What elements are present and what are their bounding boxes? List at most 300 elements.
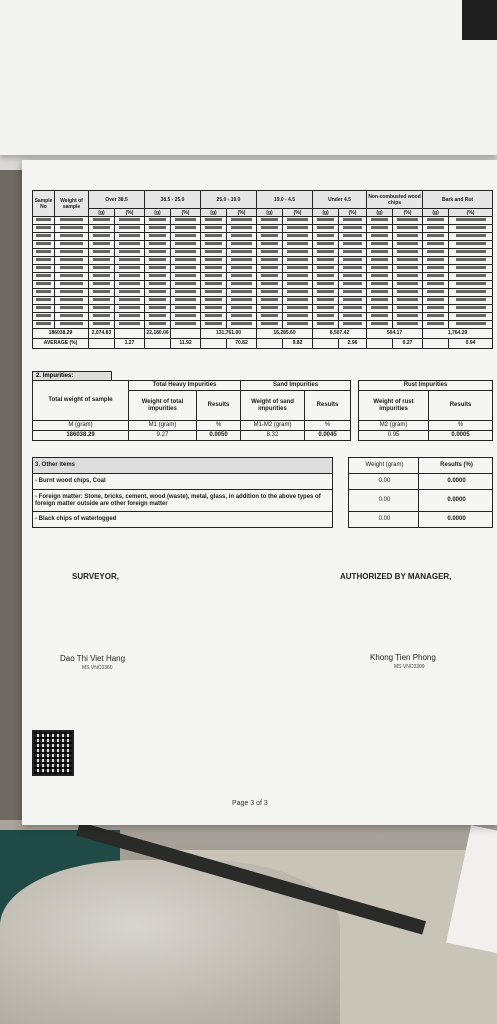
sub-header-cell: (g) [367, 209, 393, 217]
table-cell [313, 217, 339, 225]
illegible-value [60, 314, 83, 317]
table-cell [393, 249, 423, 257]
illegible-value [287, 226, 307, 229]
illegible-value [317, 226, 335, 229]
table-cell [89, 273, 115, 281]
illegible-value [60, 266, 83, 269]
table-cell [339, 225, 367, 233]
illegible-value [427, 290, 445, 293]
illegible-value [36, 218, 51, 221]
illegible-value [343, 274, 362, 277]
illegible-value [317, 298, 335, 301]
header-19-4: 19.0 - 4.5 [257, 191, 313, 209]
header-under-4: Under 4.5 [313, 191, 367, 209]
table-cell [283, 321, 313, 329]
table-cell [367, 289, 393, 297]
illegible-value [60, 290, 83, 293]
sub-header-cell: (g) [423, 209, 449, 217]
heavy-weight-value: 9.27 [129, 431, 197, 441]
table-cell [33, 257, 55, 265]
table-cell [201, 313, 227, 321]
table-cell [313, 241, 339, 249]
other-item-weight: 0.00 [349, 512, 419, 528]
illegible-value [149, 298, 167, 301]
illegible-value [427, 266, 445, 269]
table-cell [171, 297, 201, 305]
table-row [33, 249, 493, 257]
illegible-value [287, 298, 307, 301]
illegible-value [287, 258, 307, 261]
illegible-value [261, 218, 279, 221]
illegible-value [343, 226, 362, 229]
table-cell [339, 249, 367, 257]
other-item-row [33, 512, 493, 528]
illegible-value [205, 282, 223, 285]
illegible-value [427, 322, 445, 325]
heavy-result-value: 0.0050 [197, 431, 241, 441]
table-cell [339, 305, 367, 313]
illegible-value [231, 250, 251, 253]
average-label: AVERAGE (%) [33, 339, 89, 349]
table-cell [55, 289, 89, 297]
sieve-analysis-table [32, 190, 493, 349]
m2-gram-label: M2 (gram) [359, 421, 429, 431]
illegible-value [317, 218, 335, 221]
table-cell [339, 257, 367, 265]
illegible-value [371, 314, 389, 317]
table-row [33, 257, 493, 265]
table-row [33, 241, 493, 249]
table-cell [449, 241, 493, 249]
table-cell [115, 217, 145, 225]
table-cell [55, 265, 89, 273]
table-cell [227, 281, 257, 289]
illegible-value [175, 322, 195, 325]
table-cell [171, 225, 201, 233]
table-cell [423, 321, 449, 329]
table-cell [33, 225, 55, 233]
table-cell [89, 257, 115, 265]
illegible-value [317, 234, 335, 237]
table-cell [145, 241, 171, 249]
illegible-value [456, 218, 486, 221]
other-item-row [33, 490, 493, 512]
illegible-value [205, 274, 223, 277]
table-cell [283, 241, 313, 249]
illegible-value [149, 282, 167, 285]
illegible-value [397, 218, 417, 221]
table-cell [171, 257, 201, 265]
qr-code-icon [32, 730, 74, 776]
table-cell [115, 257, 145, 265]
total-cell: 8,507.42 [313, 329, 367, 339]
illegible-value [287, 266, 307, 269]
table-cell [55, 321, 89, 329]
illegible-value [456, 258, 486, 261]
table-cell [449, 249, 493, 257]
illegible-value [175, 234, 195, 237]
other-item-result: 0.0000 [419, 490, 493, 512]
weight-header: Weight (gram) [349, 458, 419, 474]
sand-impurities-title: Sand Impurities [241, 381, 351, 391]
illegible-value [175, 218, 195, 221]
table-cell [145, 225, 171, 233]
table-cell [145, 257, 171, 265]
table-cell [257, 233, 283, 241]
illegible-value [317, 306, 335, 309]
illegible-value [456, 274, 486, 277]
table-cell [313, 289, 339, 297]
average-cell: 70.82 [227, 339, 257, 349]
illegible-value [149, 226, 167, 229]
illegible-value [261, 250, 279, 253]
illegible-value [456, 226, 486, 229]
table-cell [283, 257, 313, 265]
illegible-value [397, 314, 417, 317]
sub-header-cell: (%) [115, 209, 145, 217]
illegible-value [261, 258, 279, 261]
illegible-value [93, 290, 111, 293]
illegible-value [175, 250, 195, 253]
illegible-value [287, 274, 307, 277]
table-cell [55, 249, 89, 257]
illegible-value [231, 226, 251, 229]
table-cell [283, 233, 313, 241]
illegible-value [371, 298, 389, 301]
illegible-value [205, 258, 223, 261]
illegible-value [205, 242, 223, 245]
table-cell [283, 281, 313, 289]
illegible-value [343, 306, 362, 309]
table-cell [393, 313, 423, 321]
illegible-value [205, 234, 223, 237]
table-cell [367, 313, 393, 321]
background-dark-block [462, 0, 497, 40]
header-25-19: 25.0 - 19.0 [201, 191, 257, 209]
table-cell [227, 289, 257, 297]
other-item-weight: 0.00 [349, 490, 419, 512]
table-cell [283, 305, 313, 313]
table-cell [367, 241, 393, 249]
table-cell [201, 217, 227, 225]
sub-header-cell: (%) [283, 209, 313, 217]
illegible-value [343, 218, 362, 221]
average-cell: 9.82 [283, 339, 313, 349]
illegible-value [287, 314, 307, 317]
illegible-value [60, 242, 83, 245]
table-cell [145, 321, 171, 329]
table-cell [115, 273, 145, 281]
sub-header-cell: (g) [145, 209, 171, 217]
illegible-value [371, 322, 389, 325]
table-cell [339, 313, 367, 321]
table-cell [449, 257, 493, 265]
illegible-value [175, 242, 195, 245]
illegible-value [93, 250, 111, 253]
table-cell [115, 225, 145, 233]
table-cell [89, 297, 115, 305]
illegible-value [317, 242, 335, 245]
table-cell [423, 225, 449, 233]
table-cell [257, 257, 283, 265]
table-cell [283, 273, 313, 281]
table-cell [393, 289, 423, 297]
sub-header-cell: (%) [449, 209, 493, 217]
table-cell [33, 281, 55, 289]
table-cell [115, 233, 145, 241]
table-cell [227, 233, 257, 241]
illegible-value [119, 298, 139, 301]
table-cell [367, 225, 393, 233]
table-cell [227, 305, 257, 313]
illegible-value [36, 234, 51, 237]
illegible-value [371, 274, 389, 277]
surveyor-code: MS VNC0360 [82, 665, 113, 671]
illegible-value [60, 274, 83, 277]
sub-header-cell: (%) [227, 209, 257, 217]
table-cell [449, 305, 493, 313]
illegible-value [205, 226, 223, 229]
table-cell [89, 321, 115, 329]
table-cell [201, 281, 227, 289]
illegible-value [261, 322, 279, 325]
table-cell [55, 305, 89, 313]
header-non-combusted: Non-combusted wood chips [367, 191, 423, 209]
other-item-row [33, 474, 493, 490]
illegible-value [287, 282, 307, 285]
manager-label: AUTHORIZED BY MANAGER, [340, 572, 452, 581]
table-row [33, 281, 493, 289]
table-cell [115, 265, 145, 273]
illegible-value [287, 306, 307, 309]
illegible-value [397, 298, 417, 301]
table-cell [33, 265, 55, 273]
illegible-value [36, 290, 51, 293]
illegible-value [119, 218, 139, 221]
illegible-value [149, 218, 167, 221]
total-cell: 504.17 [367, 329, 423, 339]
illegible-value [36, 266, 51, 269]
illegible-value [427, 274, 445, 277]
illegible-value [60, 226, 83, 229]
table-cell [449, 289, 493, 297]
table-cell [339, 273, 367, 281]
table-cell [201, 225, 227, 233]
table-cell [201, 265, 227, 273]
table-cell [115, 313, 145, 321]
illegible-value [317, 290, 335, 293]
illegible-value [231, 282, 251, 285]
total-cell: 1,764.29 [423, 329, 493, 339]
illegible-value [397, 290, 417, 293]
manager-name: Khong Tien Phong [370, 653, 436, 662]
table-cell [171, 241, 201, 249]
illegible-value [231, 290, 251, 293]
sand-results-label: Results [305, 391, 351, 421]
illegible-value [149, 274, 167, 277]
illegible-value [93, 234, 111, 237]
illegible-value [119, 234, 139, 237]
illegible-value [175, 306, 195, 309]
illegible-value [175, 282, 195, 285]
table-cell [283, 297, 313, 305]
illegible-value [175, 266, 195, 269]
illegible-value [175, 258, 195, 261]
illegible-value [343, 242, 362, 245]
table-cell [257, 241, 283, 249]
other-item-weight: 0.00 [349, 474, 419, 490]
sub-header-row [33, 209, 493, 217]
table-cell [283, 249, 313, 257]
illegible-value [371, 226, 389, 229]
document-sheet [22, 160, 497, 825]
average-cell: 0.94 [449, 339, 493, 349]
illegible-value [119, 322, 139, 325]
illegible-value [36, 226, 51, 229]
table-cell [227, 297, 257, 305]
illegible-value [371, 258, 389, 261]
table-cell [367, 305, 393, 313]
illegible-value [205, 266, 223, 269]
illegible-value [261, 234, 279, 237]
table-row [33, 321, 493, 329]
illegible-value [93, 266, 111, 269]
table-row [33, 225, 493, 233]
table-cell [33, 297, 55, 305]
table-cell [257, 217, 283, 225]
illegible-value [93, 218, 111, 221]
illegible-value [456, 314, 486, 317]
illegible-value [93, 322, 111, 325]
table-cell [367, 281, 393, 289]
table-cell [257, 249, 283, 257]
illegible-value [231, 234, 251, 237]
table-cell [201, 305, 227, 313]
table-cell [33, 321, 55, 329]
table-cell [201, 297, 227, 305]
table-cell [313, 233, 339, 241]
table-cell [283, 289, 313, 297]
rust-weight-value: 0.95 [359, 431, 429, 441]
total-cell: 22,180.06 [145, 329, 171, 339]
illegible-value [60, 218, 83, 221]
table-cell [55, 281, 89, 289]
illegible-value [371, 242, 389, 245]
illegible-value [231, 242, 251, 245]
average-cell: 11.92 [171, 339, 201, 349]
table-cell [313, 249, 339, 257]
table-cell [423, 273, 449, 281]
total-weight-label: Total weight of sample [33, 381, 129, 421]
illegible-value [261, 306, 279, 309]
illegible-value [371, 234, 389, 237]
table-row [33, 305, 493, 313]
table-cell [115, 281, 145, 289]
table-cell [339, 241, 367, 249]
illegible-value [343, 282, 362, 285]
table-cell [423, 257, 449, 265]
illegible-value [119, 306, 139, 309]
illegible-value [119, 250, 139, 253]
table-cell [283, 217, 313, 225]
table-cell [145, 313, 171, 321]
table-cell [393, 241, 423, 249]
table-row [33, 313, 493, 321]
table-cell [89, 217, 115, 225]
table-cell [145, 305, 171, 313]
illegible-value [456, 290, 486, 293]
table-cell [423, 265, 449, 273]
table-cell [115, 241, 145, 249]
table-cell [313, 265, 339, 273]
illegible-value [175, 274, 195, 277]
table-cell [393, 217, 423, 225]
illegible-value [397, 242, 417, 245]
table-cell [55, 233, 89, 241]
illegible-value [317, 274, 335, 277]
table-cell [145, 265, 171, 273]
illegible-value [261, 314, 279, 317]
table-cell [393, 225, 423, 233]
illegible-value [261, 282, 279, 285]
illegible-value [93, 314, 111, 317]
sub-header-cell: (g) [313, 209, 339, 217]
illegible-value [231, 266, 251, 269]
table-cell [423, 233, 449, 241]
table-cell [339, 217, 367, 225]
table-cell [89, 281, 115, 289]
illegible-value [317, 314, 335, 317]
table-cell [201, 321, 227, 329]
table-cell [89, 249, 115, 257]
illegible-value [60, 282, 83, 285]
illegible-value [231, 298, 251, 301]
page-number: Page 3 of 3 [232, 800, 268, 807]
table-cell [171, 281, 201, 289]
illegible-value [93, 274, 111, 277]
percent-label: % [305, 421, 351, 431]
table-cell [367, 297, 393, 305]
average-cell: 1.27 [115, 339, 145, 349]
illegible-value [119, 282, 139, 285]
table-cell [257, 265, 283, 273]
illegible-value [36, 322, 51, 325]
table-cell [145, 217, 171, 225]
illegible-value [149, 250, 167, 253]
table-row [33, 289, 493, 297]
illegible-value [175, 314, 195, 317]
illegible-value [36, 306, 51, 309]
illegible-value [36, 274, 51, 277]
result-header: Results (%) [419, 458, 493, 474]
average-row [33, 339, 493, 349]
table-cell [55, 217, 89, 225]
table-cell [55, 297, 89, 305]
table-cell [145, 297, 171, 305]
table-cell [115, 305, 145, 313]
table-cell [33, 249, 55, 257]
sub-header-cell: (%) [171, 209, 201, 217]
table-cell [393, 297, 423, 305]
illegible-value [456, 306, 486, 309]
illegible-value [231, 306, 251, 309]
table-cell [393, 305, 423, 313]
illegible-value [231, 314, 251, 317]
table-cell [423, 289, 449, 297]
illegible-value [343, 322, 362, 325]
sub-header-cell: (g) [257, 209, 283, 217]
illegible-value [397, 282, 417, 285]
